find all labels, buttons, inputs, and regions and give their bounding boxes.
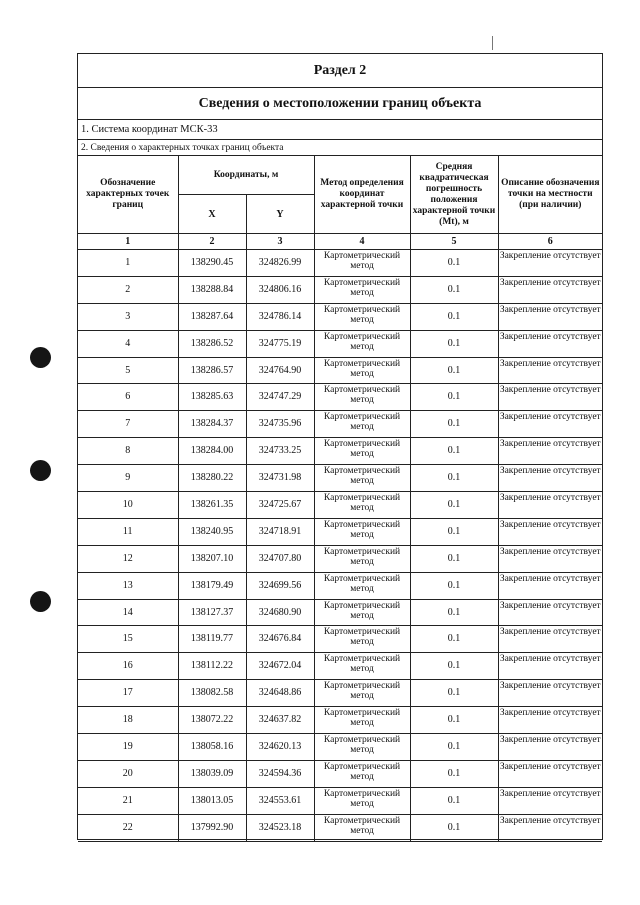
coord-y: 324735.96: [246, 411, 314, 438]
method-cell: Картометрический метод: [314, 465, 410, 492]
point-number: 21: [78, 787, 178, 814]
point-number: 16: [78, 653, 178, 680]
header-point-designation: Обозначение характерных точек границ: [78, 156, 178, 234]
description-cell: Закрепление отсутствует: [498, 438, 602, 465]
method-cell: Картометрический метод: [314, 572, 410, 599]
table-row: [78, 599, 602, 626]
table-row: [78, 814, 602, 841]
coord-x: 137992.90: [178, 814, 246, 841]
coord-x: 138285.63: [178, 384, 246, 411]
method-cell: Картометрический метод: [314, 492, 410, 519]
punch-hole: [30, 460, 51, 481]
point-number: 9: [78, 465, 178, 492]
point-number: 17: [78, 680, 178, 707]
col-number: 2: [178, 234, 246, 250]
coord-y: 324680.90: [246, 599, 314, 626]
method-cell: Картометрический метод: [314, 545, 410, 572]
table-row: [78, 492, 602, 519]
header-mt: Средняя квадратическая погрешность положения характерной точки (Mt), м: [410, 156, 498, 234]
table-row: [78, 465, 602, 492]
point-number: 11: [78, 518, 178, 545]
punch-hole: [30, 591, 51, 612]
mt-cell: 0.1: [410, 734, 498, 761]
method-cell: Картометрический метод: [314, 760, 410, 787]
mt-cell: 0.1: [410, 250, 498, 277]
coord-y: 324699.56: [246, 572, 314, 599]
section-title: Раздел 2: [78, 54, 602, 88]
document-frame: [77, 53, 603, 840]
coord-x: 138288.84: [178, 276, 246, 303]
method-cell: Картометрический метод: [314, 438, 410, 465]
point-number: 14: [78, 599, 178, 626]
description-cell: Закрепление отсутствует: [498, 787, 602, 814]
mt-cell: 0.1: [410, 384, 498, 411]
table-row: [78, 250, 602, 277]
point-number: 10: [78, 492, 178, 519]
description-cell: Закрепление отсутствует: [498, 492, 602, 519]
description-cell: Закрепление отсутствует: [498, 250, 602, 277]
mt-cell: 0.1: [410, 545, 498, 572]
description-cell: Закрепление отсутствует: [498, 303, 602, 330]
header-x: X: [178, 195, 246, 234]
table-row: [78, 330, 602, 357]
description-cell: Закрепление отсутствует: [498, 572, 602, 599]
point-number: 20: [78, 760, 178, 787]
method-cell: Картометрический метод: [314, 734, 410, 761]
coord-x: 138280.22: [178, 465, 246, 492]
point-number: 5: [78, 357, 178, 384]
table-row: [78, 653, 602, 680]
scan-mark: [492, 36, 493, 50]
coord-x: 138039.09: [178, 760, 246, 787]
coord-y: 324775.19: [246, 330, 314, 357]
mt-cell: 0.1: [410, 599, 498, 626]
method-cell: Картометрический метод: [314, 411, 410, 438]
mt-cell: 0.1: [410, 411, 498, 438]
table-row: [78, 438, 602, 465]
point-number: 15: [78, 626, 178, 653]
coord-x: 138013.05: [178, 787, 246, 814]
description-cell: Закрепление отсутствует: [498, 680, 602, 707]
coord-x: 138286.52: [178, 330, 246, 357]
description-cell: Закрепление отсутствует: [498, 545, 602, 572]
mt-cell: 0.1: [410, 492, 498, 519]
point-number: 18: [78, 707, 178, 734]
method-cell: Картометрический метод: [314, 384, 410, 411]
table-row: [78, 787, 602, 814]
coord-y: 324637.82: [246, 707, 314, 734]
method-cell: Картометрический метод: [314, 357, 410, 384]
coord-y: 324806.16: [246, 276, 314, 303]
mt-cell: 0.1: [410, 357, 498, 384]
coord-y: 324786.14: [246, 303, 314, 330]
mt-cell: 0.1: [410, 787, 498, 814]
punch-hole: [30, 347, 51, 368]
method-cell: Картометрический метод: [314, 276, 410, 303]
table-row: [78, 545, 602, 572]
coord-x: 138058.16: [178, 734, 246, 761]
coord-x: 138290.45: [178, 250, 246, 277]
method-cell: Картометрический метод: [314, 680, 410, 707]
points-info: 2. Сведения о характерных точках границ объекта: [78, 140, 602, 156]
description-cell: Закрепление отсутствует: [498, 518, 602, 545]
coord-x: 138287.64: [178, 303, 246, 330]
mt-cell: 0.1: [410, 572, 498, 599]
coord-y: 324620.13: [246, 734, 314, 761]
point-number: 2: [78, 276, 178, 303]
coord-x: 138261.35: [178, 492, 246, 519]
description-cell: Закрепление отсутствует: [498, 276, 602, 303]
table-row: [78, 680, 602, 707]
coord-x: 138207.10: [178, 545, 246, 572]
col-number: 1: [78, 234, 178, 250]
method-cell: Картометрический метод: [314, 250, 410, 277]
coord-y: 324707.80: [246, 545, 314, 572]
coord-y: 324523.18: [246, 814, 314, 841]
mt-cell: 0.1: [410, 330, 498, 357]
mt-cell: 0.1: [410, 680, 498, 707]
header-y: Y: [246, 195, 314, 234]
coord-y: 324733.25: [246, 438, 314, 465]
method-cell: Картометрический метод: [314, 787, 410, 814]
method-cell: Картометрический метод: [314, 330, 410, 357]
method-cell: Картометрический метод: [314, 653, 410, 680]
description-cell: Закрепление отсутствует: [498, 465, 602, 492]
method-cell: Картометрический метод: [314, 626, 410, 653]
table-row: [78, 357, 602, 384]
coord-x: 138082.58: [178, 680, 246, 707]
coord-x: 138284.00: [178, 438, 246, 465]
coord-x: 138127.37: [178, 599, 246, 626]
coord-x: 138112.22: [178, 653, 246, 680]
section-subtitle: Сведения о местоположении границ объекта: [78, 88, 602, 120]
coord-y: 324725.67: [246, 492, 314, 519]
description-cell: Закрепление отсутствует: [498, 330, 602, 357]
table-row: [78, 518, 602, 545]
coord-x: 138286.57: [178, 357, 246, 384]
point-number: 22: [78, 814, 178, 841]
header-method: Метод определения координат характерной точки: [314, 156, 410, 234]
description-cell: Закрепление отсутствует: [498, 707, 602, 734]
description-cell: Закрепление отсутствует: [498, 814, 602, 841]
description-cell: Закрепление отсутствует: [498, 653, 602, 680]
method-cell: Картометрический метод: [314, 814, 410, 841]
col-number: 4: [314, 234, 410, 250]
description-cell: Закрепление отсутствует: [498, 626, 602, 653]
mt-cell: 0.1: [410, 626, 498, 653]
method-cell: Картометрический метод: [314, 518, 410, 545]
point-number: 1: [78, 250, 178, 277]
point-number: 12: [78, 545, 178, 572]
coord-y: 324826.99: [246, 250, 314, 277]
header-description: Описание обозначения точки на местности (при наличии): [498, 156, 602, 234]
header-coordinates: Координаты, м: [178, 156, 314, 195]
table-row: [78, 384, 602, 411]
coord-y: 324731.98: [246, 465, 314, 492]
point-number: 4: [78, 330, 178, 357]
method-cell: Картометрический метод: [314, 303, 410, 330]
table-row: [78, 572, 602, 599]
col-number: 6: [498, 234, 602, 250]
mt-cell: 0.1: [410, 465, 498, 492]
coord-y: 324648.86: [246, 680, 314, 707]
table-row: [78, 411, 602, 438]
coordinate-system: 1. Система координат МСК-33: [78, 120, 602, 140]
points-table: [78, 156, 602, 842]
coord-x: 138072.22: [178, 707, 246, 734]
coord-x: 138119.77: [178, 626, 246, 653]
method-cell: Картометрический метод: [314, 707, 410, 734]
point-number: 19: [78, 734, 178, 761]
point-number: 7: [78, 411, 178, 438]
description-cell: Закрепление отсутствует: [498, 411, 602, 438]
mt-cell: 0.1: [410, 303, 498, 330]
coord-y: 324676.84: [246, 626, 314, 653]
mt-cell: 0.1: [410, 814, 498, 841]
mt-cell: 0.1: [410, 518, 498, 545]
description-cell: Закрепление отсутствует: [498, 760, 602, 787]
col-number: 3: [246, 234, 314, 250]
description-cell: Закрепление отсутствует: [498, 734, 602, 761]
mt-cell: 0.1: [410, 653, 498, 680]
mt-cell: 0.1: [410, 760, 498, 787]
coord-x: 138284.37: [178, 411, 246, 438]
point-number: 3: [78, 303, 178, 330]
coord-x: 138240.95: [178, 518, 246, 545]
table-footer-row: [78, 841, 602, 864]
point-number: 8: [78, 438, 178, 465]
mt-cell: 0.1: [410, 707, 498, 734]
table-row: [78, 626, 602, 653]
table-row: [78, 303, 602, 330]
point-number: 6: [78, 384, 178, 411]
description-cell: Закрепление отсутствует: [498, 384, 602, 411]
coord-y: 324747.29: [246, 384, 314, 411]
mt-cell: 0.1: [410, 276, 498, 303]
method-cell: Картометрический метод: [314, 599, 410, 626]
description-cell: Закрепление отсутствует: [498, 599, 602, 626]
table-row: [78, 276, 602, 303]
mt-cell: 0.1: [410, 438, 498, 465]
coord-y: 324672.04: [246, 653, 314, 680]
coord-x: 138179.49: [178, 572, 246, 599]
table-row: [78, 707, 602, 734]
point-number: 13: [78, 572, 178, 599]
col-number: 5: [410, 234, 498, 250]
coord-y: 324594.36: [246, 760, 314, 787]
coord-y: 324718.91: [246, 518, 314, 545]
description-cell: Закрепление отсутствует: [498, 357, 602, 384]
coord-y: 324553.61: [246, 787, 314, 814]
coord-y: 324764.90: [246, 357, 314, 384]
table-row: [78, 760, 602, 787]
table-row: [78, 734, 602, 761]
